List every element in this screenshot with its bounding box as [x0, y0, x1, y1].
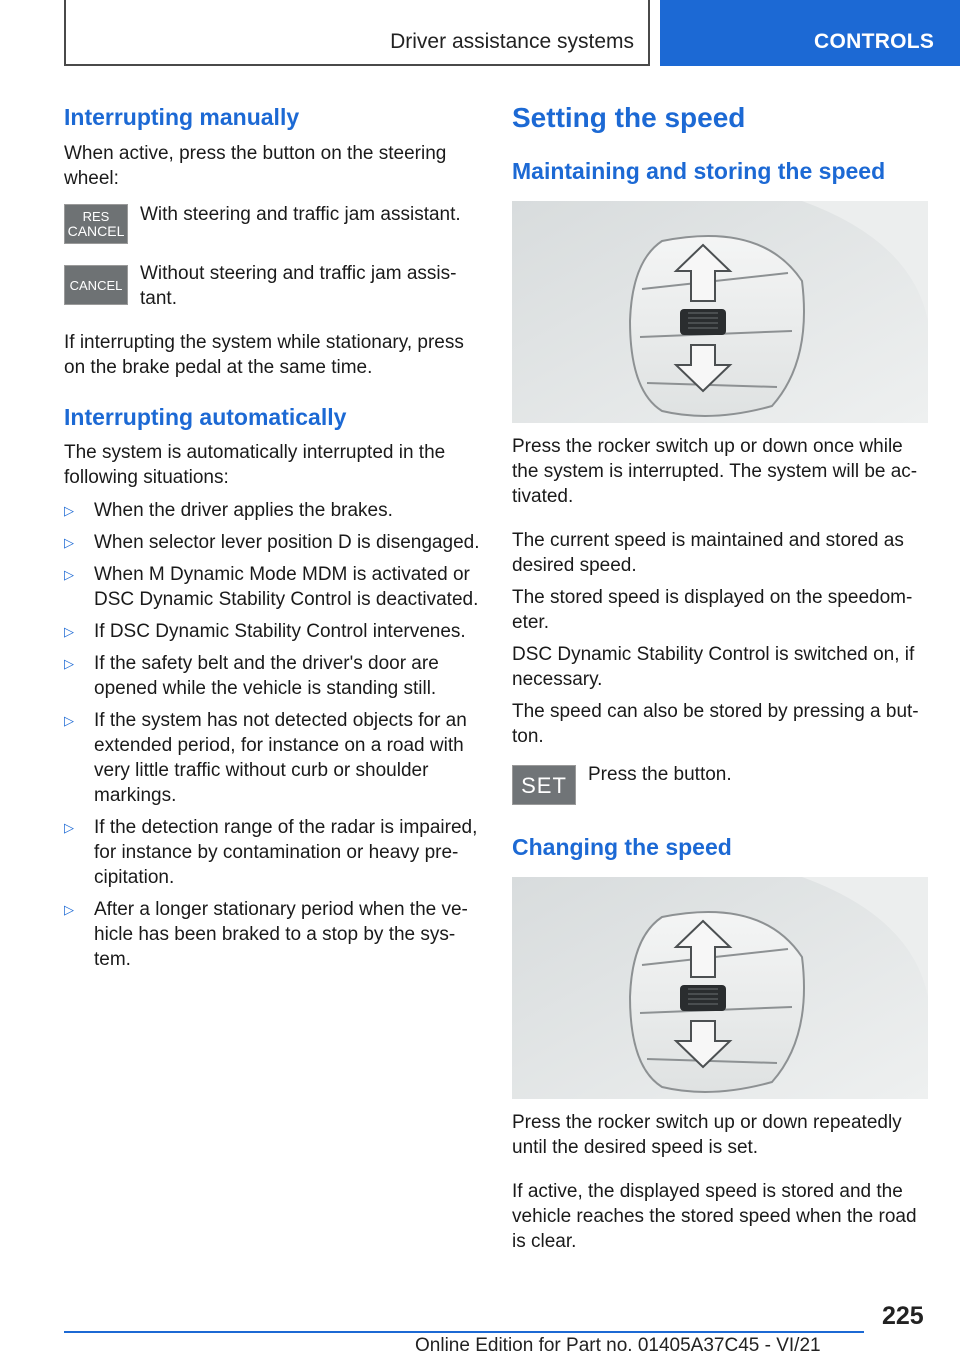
list-item-line: for instance by contamination or heavy pre‐	[94, 842, 459, 863]
list-item	[64, 651, 484, 701]
res-cancel-icon-line2: CANCEL	[67, 223, 125, 239]
list-item-line: extended period, for instance on a road with	[94, 735, 464, 756]
bullet-triangle-icon: ▷	[64, 503, 74, 518]
list-item-line: If DSC Dynamic Stability Control intervenes.	[94, 621, 466, 642]
page-number: 225	[882, 1302, 924, 1330]
paragraph-stored-line1: The stored speed is displayed on the speedom‐	[512, 587, 913, 608]
paragraph-stationary-line2: on the brake pedal at the same time.	[64, 357, 373, 378]
list-item-line: When the driver applies the brakes.	[94, 500, 393, 521]
paragraph-rocker-line2: the system is interrupted. The system will be ac‐	[512, 461, 918, 482]
res-cancel-description: With steering and traffic jam assistant.	[140, 204, 461, 225]
steering-wheel-rocker-photo-2	[512, 877, 928, 1099]
list-item-line: If the system has not detected objects for an	[94, 710, 467, 731]
list-item	[64, 708, 484, 808]
paragraph-current-line2: desired speed.	[512, 555, 637, 576]
list-item	[64, 498, 484, 523]
bullet-triangle-icon: ▷	[64, 902, 74, 917]
paragraph-also-line2: ton.	[512, 726, 544, 747]
heading-maintaining-storing: Maintaining and storing the speed	[512, 158, 886, 184]
res-cancel-icon-line1: RES	[82, 209, 110, 224]
header-chapter-tab	[660, 0, 960, 66]
paragraph-active-line1: If active, the displayed speed is stored and the	[512, 1181, 903, 1202]
paragraph-auto-line1: The system is automatically interrupted in the	[64, 442, 446, 463]
set-description: Press the button.	[588, 764, 732, 785]
list-item-line: opened while the vehicle is standing still.	[94, 678, 437, 699]
list-item	[64, 530, 484, 555]
rocker-switch-illustration	[512, 201, 928, 423]
list-item	[64, 562, 484, 612]
set-icon-label: SET	[521, 772, 567, 798]
paragraph-auto-line2: following situations:	[64, 467, 229, 488]
bullet-triangle-icon: ▷	[64, 713, 74, 728]
paragraph-repeat-line1: Press the rocker switch up or down repeatedly	[512, 1112, 902, 1133]
list-item-line: cipitation.	[94, 867, 175, 888]
heading-changing-the-speed: Changing the speed	[512, 834, 732, 860]
heading-setting-the-speed: Setting the speed	[512, 102, 746, 133]
list-item-line: tem.	[94, 949, 131, 970]
paragraph-rocker-line3: tivated.	[512, 486, 574, 507]
list-item-line: When M Dynamic Mode MDM is activated or	[94, 564, 470, 585]
bullet-triangle-icon: ▷	[64, 535, 74, 550]
header-chapter-label: CONTROLS	[814, 30, 935, 53]
cancel-description-line1: Without steering and traffic jam assis‐	[140, 263, 457, 284]
cancel-button-icon	[64, 265, 128, 305]
list-item-line: markings.	[94, 785, 177, 806]
list-item	[64, 897, 484, 972]
list-item-line: very little traffic without curb or shoulder	[94, 760, 429, 781]
cancel-description-line2: tant.	[140, 288, 177, 309]
list-item	[64, 619, 484, 644]
bullet-triangle-icon: ▷	[64, 567, 74, 582]
header-section-title: Driver assistance systems	[390, 30, 634, 53]
paragraph-rocker-line1: Press the rocker switch up or down once while	[512, 436, 903, 457]
paragraph-manual: When active, press the button on the steering wheel:	[64, 143, 447, 189]
rocker-switch-illustration-2	[512, 877, 928, 1099]
set-button-icon	[512, 765, 576, 805]
heading-interrupting-automatically: Interrupting automatically	[64, 404, 347, 430]
paragraph-repeat-line2: until the desired speed is set.	[512, 1137, 759, 1158]
bullet-triangle-icon: ▷	[64, 624, 74, 639]
list-item-line: hicle has been braked to a stop by the sys‐	[94, 924, 456, 945]
heading-interrupting-manually: Interrupting manually	[64, 104, 300, 130]
list-item-line: When selector lever position D is disengaged.	[94, 532, 480, 553]
paragraph-current-line1: The current speed is maintained and stored as	[512, 530, 904, 551]
cancel-icon-label: CANCEL	[69, 277, 123, 293]
paragraph-stored-line2: eter.	[512, 612, 549, 633]
list-item-line: DSC Dynamic Stability Control is deactivated.	[94, 589, 479, 610]
list-item-line: After a longer stationary period when the ve‐	[94, 899, 468, 920]
steering-wheel-rocker-photo-1	[512, 201, 928, 423]
list-item-line: If the detection range of the radar is impaired,	[94, 817, 478, 838]
paragraph-dsc-line1: DSC Dynamic Stability Control is switched on, if	[512, 644, 915, 665]
bullet-triangle-icon: ▷	[64, 656, 74, 671]
paragraph-active-line3: is clear.	[512, 1231, 577, 1252]
list-item	[64, 815, 484, 890]
list-item-line: If the safety belt and the driver's door are	[94, 653, 439, 674]
paragraph-active-line2: vehicle reaches the stored speed when the road	[512, 1206, 917, 1227]
res-cancel-button-icon	[64, 204, 128, 244]
footer-edition: Online Edition for Part no. 01405A37C45 - VI/21	[415, 1335, 821, 1356]
footer-divider	[64, 1331, 864, 1333]
paragraph-stationary-line1: If interrupting the system while stationary, press	[64, 332, 464, 353]
paragraph-also-line1: The speed can also be stored by pressing a but‐	[512, 701, 919, 722]
paragraph-dsc-line2: necessary.	[512, 669, 603, 690]
header-section-box	[64, 0, 650, 66]
bullet-triangle-icon: ▷	[64, 820, 74, 835]
